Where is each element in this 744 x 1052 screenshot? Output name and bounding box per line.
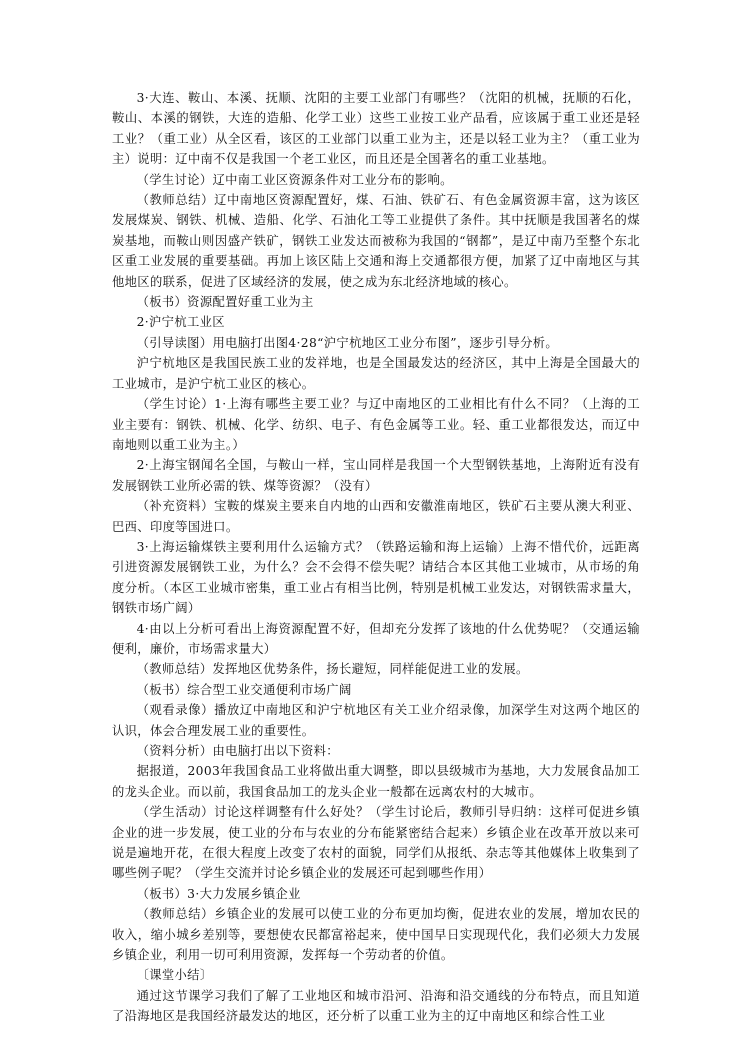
paragraph-teacher-summary-township: （教师总结）乡镇企业的发展可以使工业的分布更加均衡，促进农业的发展，增加农民的收入，缩小城乡差别等，要想使农民都富裕起来，使中国早日实现现代化，我们必须大力发展乡镇企业，利用一切可利用资源，发挥每一个劳动者的价值。 (112, 907, 640, 963)
paragraph-student-discussion-resources: （学生讨论）辽中南工业区资源条件对工业分布的影响。 (136, 172, 453, 187)
paragraph-video-viewing: （观看录像）播放辽中南地区和沪宁杭地区有关工业介绍录像，加深学生对这两个地区的认识，体会合理发展工业的重要性。 (112, 703, 640, 738)
paragraph-class-summary: 通过这节课学习我们了解了工业地区和城市沿河、沿海和沿交通线的分布特点，而且知道了沿海地区是我国经济最发达的地区，还分析了以重工业为主的辽中南地区和综合性工业 (112, 988, 640, 1024)
paragraph-map-reading-guide: （引导读图）用电脑打出图4·28“沪宁杭地区工业分布图”，逐步引导分析。 (136, 335, 559, 350)
paragraph-baosteel-question: 2·上海宝钢闻名全国，与鞍山一样，宝山同样是我国一个大型钢铁基地，上海附近有没有发展钢铁工业所必需的铁、煤等资源？（没有） (112, 458, 640, 493)
paragraph-class-summary-heading: 〔课堂小结〕 (136, 968, 213, 983)
paragraph-material-analysis: （资料分析）由电脑打出以下资料： (136, 744, 339, 758)
paragraph-board-note-heavy-industry: （板书）资源配置好重工业为主 (136, 295, 314, 310)
paragraph-supplementary-material: （补充资料）宝鞍的煤炭主要来自内地的山西和安徽淮南地区，铁矿石主要从澳大利亚、巴西、印度等国进口。 (112, 499, 640, 534)
paragraph-board-note-township: （板书）3·大力发展乡镇企业 (136, 886, 301, 901)
paragraph-huningsheng-intro: 沪宁杭地区是我国民族工业的发祥地，也是全国最发达的经济区，其中上海是全国最大的工业城市，是沪宁杭工业区的核心。 (112, 356, 640, 391)
paragraph-advantages-question: 4·由以上分析可看出上海资源配置不好，但却充分发挥了该地的什么优势呢？（交通运输便利，廉价，市场需求量大） (112, 621, 640, 656)
paragraph-shanghai-industries-discussion: （学生讨论）1·上海有哪些主要工业？与辽中南地区的工业相比有什么不同？（上海的工业主要有：钢铁、机械、化学、纺织、电子、有色金属等工业。轻、重工业都很发达，而辽中南地则以重工业为主。） (112, 397, 640, 452)
paragraph-liaozhongnan-industries: 3·大连、鞍山、本溪、抚顺、沈阳的主要工业部门有哪些？（沈阳的机械，抚顺的石化，鞍山、本溪的钢铁，大连的造船、化学工业）这些工业按工业产品看，应该属于重工业还是轻工业？（重工业）从全区看，该区的工业部门以重工业为主，还是以轻工业为主？（重工业为主）说明：辽中南不仅是我国一个老工业区，而且还是全国著名的重工业基地。 (112, 91, 640, 167)
paragraph-food-industry-report: 据报道，2003年我国食品工业将做出重大调整，即以县级城市为基地，大力发展食品加工的龙头企业。而以前，我国食品加工的龙头企业一般都在远离农村的大城市。 (112, 764, 640, 799)
paragraph-board-note-comprehensive: （板书）综合型工业交通便利市场广阔 (136, 682, 352, 697)
paragraph-teacher-summary-liaozhongnan: （教师总结）辽中南地区资源配置好，煤、石油、铁矿石、有色金属资源丰富，这为该区发展煤炭、钢铁、机械、造船、化学、石油化工等工业提供了条件。其中抚顺是我国著名的煤炭基地，而鞍山则因盛产铁矿，钢铁工业发达而被称为我国的“钢都”，是辽中南乃至整个东北区重工业发展的重要基础。再加上该区陆上交通和海上交通都很方便，加紧了辽中南地区与其他地区的联系，促进了区域经济的发展，使之成为东北经济地域的核心。 (112, 193, 640, 289)
paragraph-transport-question: 3·上海运输煤铁主要利用什么运输方式？（铁路运输和海上运输）上海不惜代价，远距离引进资源发展钢铁工业，为什么？会不会得不偿失呢？请结合本区其他工业城市，从市场的角度分析。（本区工业城市密集，重工业占有相当比例，特别是机械工业发达，对钢铁需求量大，钢铁市场广阔） (112, 539, 640, 616)
paragraph-heading-huningsheng: 2·沪宁杭工业区 (136, 315, 225, 330)
paragraph-teacher-summary-advantages: （教师总结）发挥地区优势条件，扬长避短，同样能促进工业的发展。 (136, 662, 529, 677)
paragraph-student-activity: （学生活动）讨论这样调整有什么好处？（学生讨论后，教师引导归纳：这样可促进乡镇企业的进一步发展，使工业的分布与农业的分布能紧密结合起来）乡镇企业在改革开放以来可说是遍地开花，在很大程度上改变了农村的面貌，同学们从报纸、杂志等其他媒体上收集到了哪些例子呢？（学生交流并讨论乡镇企业的发展还可起到哪些作用） (112, 805, 640, 881)
